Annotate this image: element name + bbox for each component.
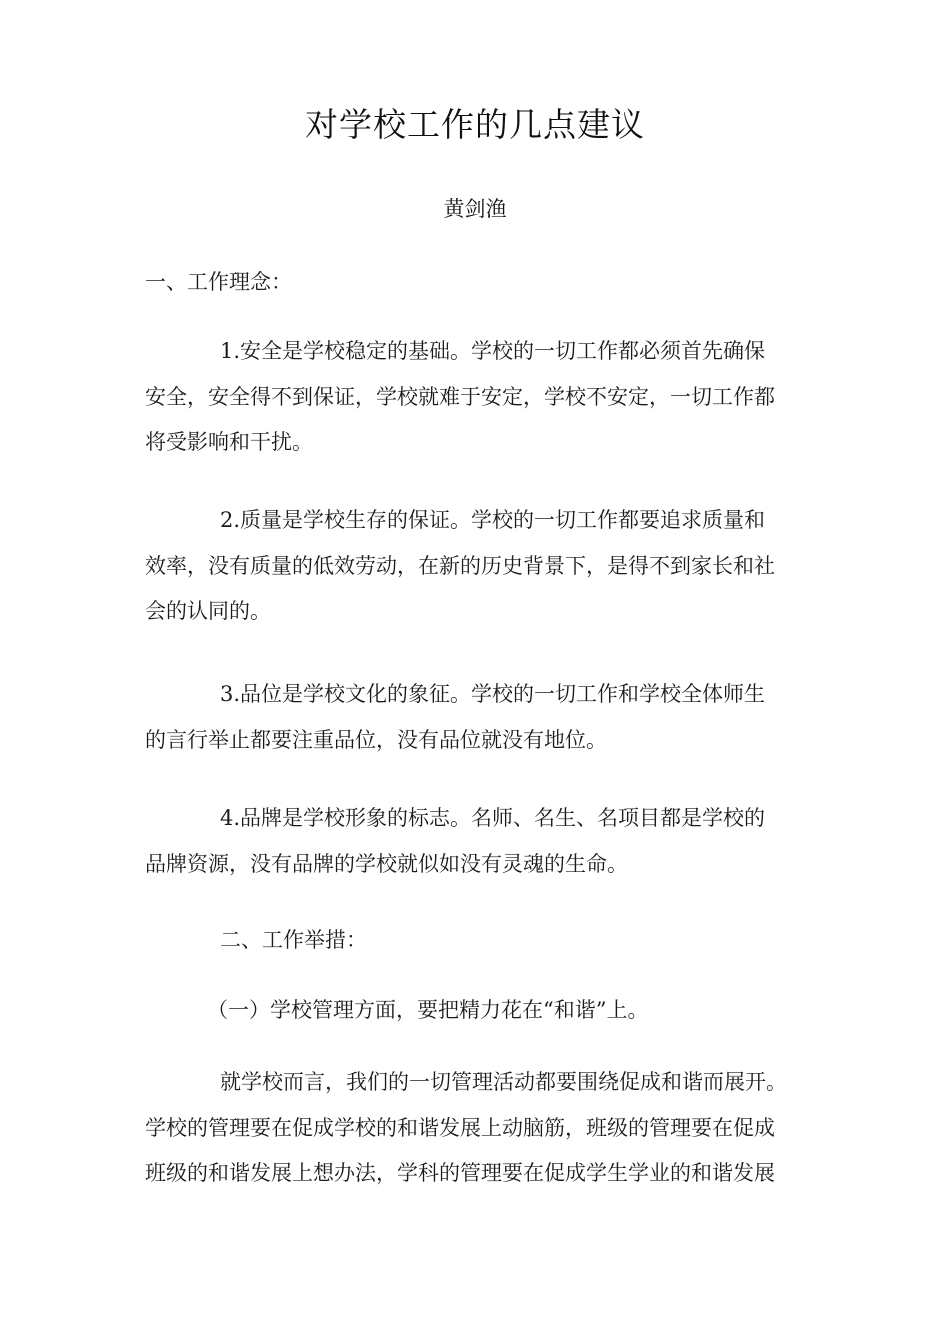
section-heading-text: 一、工作理念： bbox=[145, 270, 292, 294]
paragraph-brand bbox=[145, 796, 810, 887]
paragraph-line: 的言行举止都要注重品位，没有品位就没有地位。 bbox=[145, 727, 607, 752]
paragraph-line: 会的认同的。 bbox=[145, 599, 271, 623]
paragraph-line: 就学校而言，我们的一切管理活动都要围绕促成和谐而展开。 bbox=[220, 1070, 787, 1094]
subsection-heading-text: （一）学校管理方面，要把精力花在“和谐”上。 bbox=[207, 998, 649, 1022]
paragraph-line: 学校的管理要在促成学校的和谐发展上动脑筋，班级的管理要在促成 bbox=[145, 1115, 775, 1140]
document-title: 对学校工作的几点建议 bbox=[305, 105, 645, 144]
paragraph-line: 安全，安全得不到保证，学校就难于安定，学校不安定，一切工作都 bbox=[145, 384, 775, 409]
paragraph-harmony-management bbox=[145, 1060, 810, 1197]
document-author: 黄剑渔 bbox=[443, 197, 507, 221]
paragraph-safety bbox=[145, 329, 810, 466]
subsection-heading-management bbox=[145, 988, 810, 1034]
paragraph-line: 2.质量是学校生存的保证。学校的一切工作都要追求质量和 bbox=[220, 508, 766, 532]
paragraph-line: 效率，没有质量的低效劳动，在新的历史背景下，是得不到家长和社 bbox=[145, 553, 775, 578]
paragraph-taste bbox=[145, 672, 810, 763]
paragraph-line: 品牌资源，没有品牌的学校就似如没有灵魂的生命。 bbox=[145, 851, 628, 876]
section-heading-work-measures bbox=[145, 918, 810, 964]
paragraph-line: 4.品牌是学校形象的标志。名师、名生、名项目都是学校的 bbox=[220, 806, 766, 830]
paragraph-line: 班级的和谐发展上想办法，学科的管理要在促成学生学业的和谐发展 bbox=[145, 1161, 775, 1185]
paragraph-line: 将受影响和干扰。 bbox=[145, 430, 313, 454]
paragraph-line: 1.安全是学校稳定的基础。学校的一切工作都必须首先确保 bbox=[220, 339, 766, 363]
section-heading-text: 二、工作举措： bbox=[220, 928, 367, 952]
paragraph-quality bbox=[145, 498, 810, 635]
section-heading-work-philosophy bbox=[145, 260, 810, 306]
paragraph-line: 3.品位是学校文化的象征。学校的一切工作和学校全体师生 bbox=[220, 682, 766, 706]
